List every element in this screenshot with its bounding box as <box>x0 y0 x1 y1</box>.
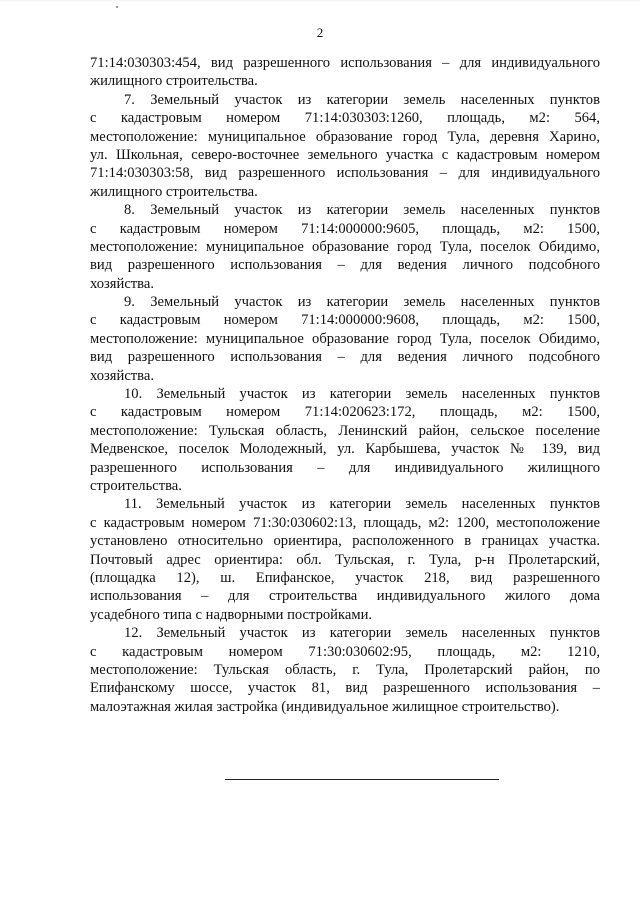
list-item <box>90 201 600 293</box>
text-line: установлено относительно ориентира, расположенного в границах участка. <box>90 533 600 550</box>
text-line: 8. Земельный участок из категории земель населенных пунктов <box>124 202 600 219</box>
list-item <box>90 293 600 385</box>
text-line: 12. Земельный участок из категории земель населенных пунктов <box>124 625 600 642</box>
text-line: 10. Земельный участок из категории земель населенных пунктов <box>124 386 600 403</box>
text-line: строительства. <box>90 477 182 494</box>
text-line: 71:14:030303:58, вид разрешенного использования – для индивидуального <box>90 165 600 182</box>
text-line: 71:14:030303:454, вид разрешенного использования – для индивидуального <box>90 55 600 71</box>
text-line: 11. Земельный участок из категории земель населенных пунктов <box>124 496 600 513</box>
text-line: местоположение: муниципальное образование город Тула, поселок Обидимо, <box>90 330 600 347</box>
text-line: жилищного строительства. <box>90 73 258 90</box>
text-line: (площадка 12), ш. Епифанское, участок 218, вид разрешенного <box>90 569 600 586</box>
closing-divider-line <box>225 779 499 780</box>
text-line: вид разрешенного использования – для ведения личного подсобного <box>90 349 600 366</box>
text-line: с кадастровым номером 71:14:000000:9608, площадь, м2: 1500, <box>90 312 600 329</box>
text-line: местоположение: Тульская область, г. Тула, Пролетарский район, по <box>90 661 600 678</box>
text-line: жилищного строительства. <box>90 183 258 200</box>
document-body <box>90 54 600 716</box>
page-number: 2 <box>316 25 324 40</box>
scan-edge <box>0 0 640 2</box>
text-line: 7. Земельный участок из категории земель населенных пунктов <box>124 91 600 108</box>
text-line: Епифанскому шоссе, участок 81, вид разрешенного использования – <box>90 680 600 697</box>
list-item <box>90 624 600 716</box>
text-line: хозяйства. <box>90 275 155 292</box>
text-line: 9. Земельный участок из категории земель населенных пунктов <box>124 294 600 311</box>
text-line: Почтовый адрес ориентира: обл. Тульская, г. Тула, р-н Пролетарский, <box>90 551 600 568</box>
text-line: местоположение: Тульская область, Ленинский район, сельское поселение <box>90 422 600 439</box>
text-line: с кадастровым номером 71:14:020623:172, площадь, м2: 1500, <box>90 404 600 421</box>
scan-speck <box>116 6 118 8</box>
text-line: местоположение: муниципальное образование город Тула, деревня Харино, <box>90 128 600 145</box>
text-line: усадебного типа с надворными постройками. <box>90 606 373 623</box>
text-line: с кадастровым номером 71:30:030602:95, площадь, м2: 1210, <box>90 643 600 660</box>
list-item <box>90 385 600 495</box>
text-line: малоэтажная жилая застройка (индивидуальное жилищное строительство). <box>90 698 560 715</box>
text-line: Медвенское, поселок Молодежный, ул. Карбышева, участок № 139, вид <box>90 441 600 458</box>
text-line: с кадастровым номером 71:30:030602:13, площадь, м2: 1200, местоположение <box>90 514 600 531</box>
text-line: использования – для строительства индивидуального жилого дома <box>90 588 600 605</box>
text-line: хозяйства. <box>90 367 155 384</box>
text-line: разрешенного использования – для индивидуального жилищного <box>90 459 600 476</box>
text-line: местоположение: муниципальное образование город Тула, поселок Обидимо, <box>90 238 600 255</box>
list-item <box>90 495 600 624</box>
continuation-paragraph <box>90 54 600 91</box>
text-line: с кадастровым номером 71:14:030303:1260, площадь, м2: 564, <box>90 110 600 127</box>
text-line: с кадастровым номером 71:14:000000:9605, площадь, м2: 1500, <box>90 220 600 237</box>
text-line: вид разрешенного использования – для ведения личного подсобного <box>90 257 600 274</box>
list-item <box>90 91 600 201</box>
text-line: ул. Школьная, северо-восточнее земельного участка с кадастровым номером <box>90 146 600 163</box>
